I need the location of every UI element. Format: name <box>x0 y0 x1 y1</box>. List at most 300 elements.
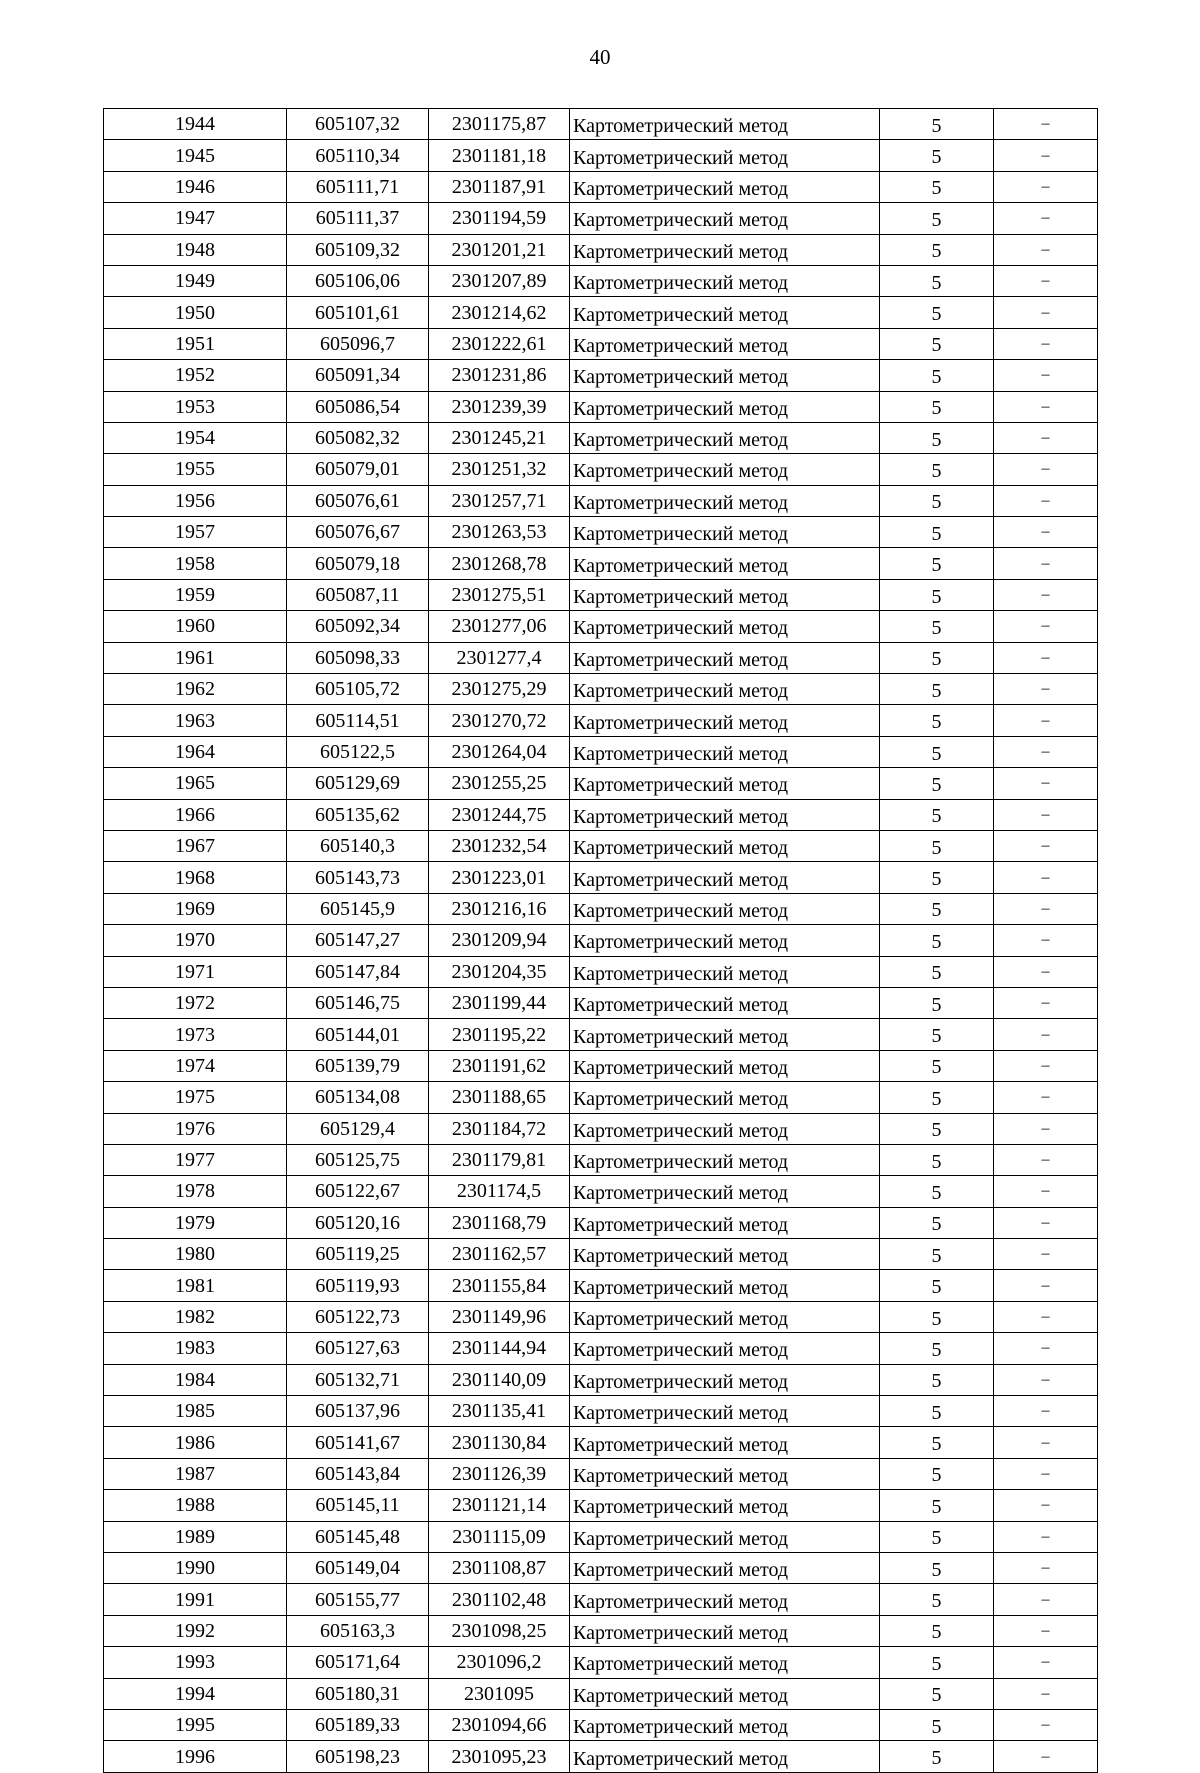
note-cell: – <box>994 1113 1098 1144</box>
point-number-cell: 1972 <box>104 987 287 1018</box>
accuracy-cell: 5 <box>880 140 994 171</box>
y-coordinate-cell: 2301277,06 <box>429 611 570 642</box>
y-coordinate-cell: 2301232,54 <box>429 830 570 861</box>
table-row <box>104 1521 1098 1552</box>
accuracy-cell: 5 <box>880 1176 994 1207</box>
x-coordinate-cell: 605079,01 <box>287 454 429 485</box>
note-cell: – <box>994 1521 1098 1552</box>
accuracy-cell: 5 <box>880 1396 994 1427</box>
y-coordinate-cell: 2301251,32 <box>429 454 570 485</box>
point-number-cell: 1946 <box>104 171 287 202</box>
table-row <box>104 1396 1098 1427</box>
point-number-cell: 1996 <box>104 1741 287 1772</box>
method-cell: Картометрический метод <box>570 1270 880 1301</box>
y-coordinate-cell: 2301264,04 <box>429 736 570 767</box>
note-cell: – <box>994 956 1098 987</box>
point-number-cell: 1969 <box>104 893 287 924</box>
method-cell: Картометрический метод <box>570 422 880 453</box>
x-coordinate-cell: 605132,71 <box>287 1364 429 1395</box>
table-row <box>104 1301 1098 1332</box>
table-row <box>104 1239 1098 1270</box>
y-coordinate-cell: 2301187,91 <box>429 171 570 202</box>
accuracy-cell: 5 <box>880 1364 994 1395</box>
point-number-cell: 1989 <box>104 1521 287 1552</box>
x-coordinate-cell: 605129,4 <box>287 1113 429 1144</box>
table-row <box>104 360 1098 391</box>
table-row <box>104 171 1098 202</box>
accuracy-cell: 5 <box>880 485 994 516</box>
note-cell: – <box>994 1019 1098 1050</box>
point-number-cell: 1988 <box>104 1490 287 1521</box>
method-cell: Картометрический метод <box>570 1050 880 1081</box>
x-coordinate-cell: 605155,77 <box>287 1584 429 1615</box>
method-cell: Картометрический метод <box>570 1678 880 1709</box>
accuracy-cell: 5 <box>880 203 994 234</box>
table-row <box>104 422 1098 453</box>
x-coordinate-cell: 605180,31 <box>287 1678 429 1709</box>
table-row <box>104 391 1098 422</box>
point-number-cell: 1970 <box>104 925 287 956</box>
method-cell: Картометрический метод <box>570 1333 880 1364</box>
point-number-cell: 1952 <box>104 360 287 391</box>
x-coordinate-cell: 605149,04 <box>287 1552 429 1583</box>
accuracy-cell: 5 <box>880 987 994 1018</box>
note-cell: – <box>994 1584 1098 1615</box>
x-coordinate-cell: 605129,69 <box>287 768 429 799</box>
y-coordinate-cell: 2301098,25 <box>429 1615 570 1646</box>
table-row <box>104 1741 1098 1772</box>
x-coordinate-cell: 605111,71 <box>287 171 429 202</box>
method-cell: Картометрический метод <box>570 1239 880 1270</box>
accuracy-cell: 5 <box>880 611 994 642</box>
table-row <box>104 893 1098 924</box>
table-row <box>104 548 1098 579</box>
accuracy-cell: 5 <box>880 799 994 830</box>
table-row <box>104 265 1098 296</box>
note-cell: – <box>994 1647 1098 1678</box>
accuracy-cell: 5 <box>880 1019 994 1050</box>
table-row <box>104 736 1098 767</box>
accuracy-cell: 5 <box>880 297 994 328</box>
note-cell: – <box>994 862 1098 893</box>
method-cell: Картометрический метод <box>570 1019 880 1050</box>
accuracy-cell: 5 <box>880 1333 994 1364</box>
accuracy-cell: 5 <box>880 1270 994 1301</box>
note-cell: – <box>994 1678 1098 1709</box>
x-coordinate-cell: 605087,11 <box>287 579 429 610</box>
note-cell: – <box>994 1709 1098 1740</box>
point-number-cell: 1991 <box>104 1584 287 1615</box>
note-cell: – <box>994 799 1098 830</box>
y-coordinate-cell: 2301209,94 <box>429 925 570 956</box>
x-coordinate-cell: 605110,34 <box>287 140 429 171</box>
y-coordinate-cell: 2301277,4 <box>429 642 570 673</box>
method-cell: Картометрический метод <box>570 454 880 485</box>
note-cell: – <box>994 485 1098 516</box>
table-row <box>104 234 1098 265</box>
note-cell: – <box>994 140 1098 171</box>
method-cell: Картометрический метод <box>570 485 880 516</box>
point-number-cell: 1957 <box>104 517 287 548</box>
accuracy-cell: 5 <box>880 1458 994 1489</box>
table-row <box>104 1552 1098 1583</box>
point-number-cell: 1945 <box>104 140 287 171</box>
point-number-cell: 1958 <box>104 548 287 579</box>
y-coordinate-cell: 2301255,25 <box>429 768 570 799</box>
y-coordinate-cell: 2301191,62 <box>429 1050 570 1081</box>
note-cell: – <box>994 1144 1098 1175</box>
point-number-cell: 1978 <box>104 1176 287 1207</box>
point-number-cell: 1971 <box>104 956 287 987</box>
note-cell: – <box>994 1050 1098 1081</box>
accuracy-cell: 5 <box>880 1427 994 1458</box>
table-row <box>104 1615 1098 1646</box>
method-cell: Картометрический метод <box>570 171 880 202</box>
table-row <box>104 140 1098 171</box>
table-row <box>104 1427 1098 1458</box>
method-cell: Картометрический метод <box>570 956 880 987</box>
table-row <box>104 1584 1098 1615</box>
note-cell: – <box>994 987 1098 1018</box>
y-coordinate-cell: 2301194,59 <box>429 203 570 234</box>
accuracy-cell: 5 <box>880 1207 994 1238</box>
accuracy-cell: 5 <box>880 893 994 924</box>
method-cell: Картометрический метод <box>570 1113 880 1144</box>
table-row <box>104 956 1098 987</box>
note-cell: – <box>994 642 1098 673</box>
point-number-cell: 1986 <box>104 1427 287 1458</box>
x-coordinate-cell: 605107,32 <box>287 109 429 140</box>
accuracy-cell: 5 <box>880 517 994 548</box>
note-cell: – <box>994 517 1098 548</box>
point-number-cell: 1944 <box>104 109 287 140</box>
x-coordinate-cell: 605111,37 <box>287 203 429 234</box>
table-row <box>104 1144 1098 1175</box>
point-number-cell: 1949 <box>104 265 287 296</box>
point-number-cell: 1980 <box>104 1239 287 1270</box>
y-coordinate-cell: 2301231,86 <box>429 360 570 391</box>
table-row <box>104 1113 1098 1144</box>
accuracy-cell: 5 <box>880 674 994 705</box>
method-cell: Картометрический метод <box>570 674 880 705</box>
accuracy-cell: 5 <box>880 830 994 861</box>
accuracy-cell: 5 <box>880 1490 994 1521</box>
accuracy-cell: 5 <box>880 328 994 359</box>
point-number-cell: 1994 <box>104 1678 287 1709</box>
point-number-cell: 1954 <box>104 422 287 453</box>
accuracy-cell: 5 <box>880 579 994 610</box>
point-number-cell: 1995 <box>104 1709 287 1740</box>
point-number-cell: 1962 <box>104 674 287 705</box>
x-coordinate-cell: 605125,75 <box>287 1144 429 1175</box>
y-coordinate-cell: 2301095,23 <box>429 1741 570 1772</box>
point-number-cell: 1979 <box>104 1207 287 1238</box>
y-coordinate-cell: 2301095 <box>429 1678 570 1709</box>
x-coordinate-cell: 605198,23 <box>287 1741 429 1772</box>
point-number-cell: 1973 <box>104 1019 287 1050</box>
method-cell: Картометрический метод <box>570 328 880 359</box>
accuracy-cell: 5 <box>880 925 994 956</box>
y-coordinate-cell: 2301126,39 <box>429 1458 570 1489</box>
method-cell: Картометрический метод <box>570 862 880 893</box>
y-coordinate-cell: 2301140,09 <box>429 1364 570 1395</box>
method-cell: Картометрический метод <box>570 799 880 830</box>
table-row <box>104 1050 1098 1081</box>
point-number-cell: 1964 <box>104 736 287 767</box>
y-coordinate-cell: 2301175,87 <box>429 109 570 140</box>
point-number-cell: 1987 <box>104 1458 287 1489</box>
point-number-cell: 1960 <box>104 611 287 642</box>
note-cell: – <box>994 1270 1098 1301</box>
accuracy-cell: 5 <box>880 1144 994 1175</box>
table-row <box>104 705 1098 736</box>
x-coordinate-cell: 605109,32 <box>287 234 429 265</box>
note-cell: – <box>994 1427 1098 1458</box>
y-coordinate-cell: 2301263,53 <box>429 517 570 548</box>
note-cell: – <box>994 1301 1098 1332</box>
method-cell: Картометрический метод <box>570 830 880 861</box>
y-coordinate-cell: 2301179,81 <box>429 1144 570 1175</box>
table-row <box>104 579 1098 610</box>
table-row <box>104 517 1098 548</box>
accuracy-cell: 5 <box>880 109 994 140</box>
method-cell: Картометрический метод <box>570 1647 880 1678</box>
x-coordinate-cell: 605134,08 <box>287 1082 429 1113</box>
x-coordinate-cell: 605105,72 <box>287 674 429 705</box>
note-cell: – <box>994 1615 1098 1646</box>
x-coordinate-cell: 605143,73 <box>287 862 429 893</box>
note-cell: – <box>994 328 1098 359</box>
y-coordinate-cell: 2301184,72 <box>429 1113 570 1144</box>
coordinates-table-body <box>104 109 1098 1773</box>
table-row <box>104 799 1098 830</box>
method-cell: Картометрический метод <box>570 893 880 924</box>
point-number-cell: 1982 <box>104 1301 287 1332</box>
accuracy-cell: 5 <box>880 1239 994 1270</box>
point-number-cell: 1990 <box>104 1552 287 1583</box>
note-cell: – <box>994 893 1098 924</box>
accuracy-cell: 5 <box>880 736 994 767</box>
x-coordinate-cell: 605096,7 <box>287 328 429 359</box>
point-number-cell: 1985 <box>104 1396 287 1427</box>
method-cell: Картометрический метод <box>570 1427 880 1458</box>
note-cell: – <box>994 1741 1098 1772</box>
table-row <box>104 1207 1098 1238</box>
x-coordinate-cell: 605127,63 <box>287 1333 429 1364</box>
note-cell: – <box>994 1552 1098 1583</box>
method-cell: Картометрический метод <box>570 548 880 579</box>
accuracy-cell: 5 <box>880 1741 994 1772</box>
note-cell: – <box>994 1207 1098 1238</box>
y-coordinate-cell: 2301270,72 <box>429 705 570 736</box>
point-number-cell: 1976 <box>104 1113 287 1144</box>
y-coordinate-cell: 2301108,87 <box>429 1552 570 1583</box>
point-number-cell: 1948 <box>104 234 287 265</box>
y-coordinate-cell: 2301275,51 <box>429 579 570 610</box>
point-number-cell: 1977 <box>104 1144 287 1175</box>
method-cell: Картометрический метод <box>570 297 880 328</box>
point-number-cell: 1981 <box>104 1270 287 1301</box>
method-cell: Картометрический метод <box>570 579 880 610</box>
method-cell: Картометрический метод <box>570 360 880 391</box>
note-cell: – <box>994 109 1098 140</box>
note-cell: – <box>994 611 1098 642</box>
note-cell: – <box>994 1176 1098 1207</box>
method-cell: Картометрический метод <box>570 705 880 736</box>
x-coordinate-cell: 605145,11 <box>287 1490 429 1521</box>
method-cell: Картометрический метод <box>570 1144 880 1175</box>
y-coordinate-cell: 2301155,84 <box>429 1270 570 1301</box>
method-cell: Картометрический метод <box>570 1552 880 1583</box>
point-number-cell: 1965 <box>104 768 287 799</box>
point-number-cell: 1968 <box>104 862 287 893</box>
table-row <box>104 485 1098 516</box>
note-cell: – <box>994 234 1098 265</box>
note-cell: – <box>994 830 1098 861</box>
x-coordinate-cell: 605135,62 <box>287 799 429 830</box>
x-coordinate-cell: 605122,67 <box>287 1176 429 1207</box>
method-cell: Картометрический метод <box>570 1396 880 1427</box>
y-coordinate-cell: 2301204,35 <box>429 956 570 987</box>
point-number-cell: 1963 <box>104 705 287 736</box>
note-cell: – <box>994 297 1098 328</box>
x-coordinate-cell: 605146,75 <box>287 987 429 1018</box>
page-number: 40 <box>589 45 611 69</box>
accuracy-cell: 5 <box>880 391 994 422</box>
accuracy-cell: 5 <box>880 956 994 987</box>
method-cell: Картометрический метод <box>570 203 880 234</box>
y-coordinate-cell: 2301216,16 <box>429 893 570 924</box>
y-coordinate-cell: 2301222,61 <box>429 328 570 359</box>
note-cell: – <box>994 391 1098 422</box>
accuracy-cell: 5 <box>880 1082 994 1113</box>
point-number-cell: 1953 <box>104 391 287 422</box>
method-cell: Картометрический метод <box>570 1521 880 1552</box>
accuracy-cell: 5 <box>880 1647 994 1678</box>
y-coordinate-cell: 2301162,57 <box>429 1239 570 1270</box>
accuracy-cell: 5 <box>880 1584 994 1615</box>
accuracy-cell: 5 <box>880 360 994 391</box>
x-coordinate-cell: 605091,34 <box>287 360 429 391</box>
y-coordinate-cell: 2301275,29 <box>429 674 570 705</box>
x-coordinate-cell: 605076,61 <box>287 485 429 516</box>
note-cell: – <box>994 265 1098 296</box>
point-number-cell: 1955 <box>104 454 287 485</box>
table-row <box>104 1082 1098 1113</box>
table-row <box>104 768 1098 799</box>
y-coordinate-cell: 2301207,89 <box>429 265 570 296</box>
note-cell: – <box>994 1458 1098 1489</box>
point-number-cell: 1959 <box>104 579 287 610</box>
x-coordinate-cell: 605145,9 <box>287 893 429 924</box>
y-coordinate-cell: 2301102,48 <box>429 1584 570 1615</box>
y-coordinate-cell: 2301257,71 <box>429 485 570 516</box>
method-cell: Картометрический метод <box>570 1584 880 1615</box>
accuracy-cell: 5 <box>880 1615 994 1646</box>
note-cell: – <box>994 674 1098 705</box>
accuracy-cell: 5 <box>880 768 994 799</box>
x-coordinate-cell: 605189,33 <box>287 1709 429 1740</box>
y-coordinate-cell: 2301174,5 <box>429 1176 570 1207</box>
method-cell: Картометрический метод <box>570 1364 880 1395</box>
table-row <box>104 611 1098 642</box>
y-coordinate-cell: 2301096,2 <box>429 1647 570 1678</box>
note-cell: – <box>994 1364 1098 1395</box>
x-coordinate-cell: 605092,34 <box>287 611 429 642</box>
y-coordinate-cell: 2301195,22 <box>429 1019 570 1050</box>
table-row <box>104 1678 1098 1709</box>
x-coordinate-cell: 605106,06 <box>287 265 429 296</box>
table-row <box>104 925 1098 956</box>
method-cell: Картометрический метод <box>570 642 880 673</box>
point-number-cell: 1961 <box>104 642 287 673</box>
accuracy-cell: 5 <box>880 642 994 673</box>
table-row <box>104 1364 1098 1395</box>
note-cell: – <box>994 705 1098 736</box>
y-coordinate-cell: 2301245,21 <box>429 422 570 453</box>
y-coordinate-cell: 2301168,79 <box>429 1207 570 1238</box>
method-cell: Картометрический метод <box>570 265 880 296</box>
x-coordinate-cell: 605140,3 <box>287 830 429 861</box>
point-number-cell: 1984 <box>104 1364 287 1395</box>
x-coordinate-cell: 605144,01 <box>287 1019 429 1050</box>
x-coordinate-cell: 605098,33 <box>287 642 429 673</box>
method-cell: Картометрический метод <box>570 1709 880 1740</box>
table-row <box>104 328 1098 359</box>
method-cell: Картометрический метод <box>570 1301 880 1332</box>
table-row <box>104 1270 1098 1301</box>
method-cell: Картометрический метод <box>570 1741 880 1772</box>
y-coordinate-cell: 2301239,39 <box>429 391 570 422</box>
y-coordinate-cell: 2301181,18 <box>429 140 570 171</box>
x-coordinate-cell: 605137,96 <box>287 1396 429 1427</box>
table-row <box>104 1176 1098 1207</box>
method-cell: Картометрический метод <box>570 517 880 548</box>
y-coordinate-cell: 2301244,75 <box>429 799 570 830</box>
method-cell: Картометрический метод <box>570 1490 880 1521</box>
point-number-cell: 1966 <box>104 799 287 830</box>
accuracy-cell: 5 <box>880 1678 994 1709</box>
accuracy-cell: 5 <box>880 862 994 893</box>
accuracy-cell: 5 <box>880 265 994 296</box>
note-cell: – <box>994 1082 1098 1113</box>
x-coordinate-cell: 605120,16 <box>287 1207 429 1238</box>
table-row <box>104 987 1098 1018</box>
table-row <box>104 203 1098 234</box>
y-coordinate-cell: 2301214,62 <box>429 297 570 328</box>
point-number-cell: 1975 <box>104 1082 287 1113</box>
x-coordinate-cell: 605171,64 <box>287 1647 429 1678</box>
method-cell: Картометрический метод <box>570 611 880 642</box>
point-number-cell: 1950 <box>104 297 287 328</box>
y-coordinate-cell: 2301188,65 <box>429 1082 570 1113</box>
point-number-cell: 1947 <box>104 203 287 234</box>
table-row <box>104 642 1098 673</box>
note-cell: – <box>994 1333 1098 1364</box>
y-coordinate-cell: 2301149,96 <box>429 1301 570 1332</box>
point-number-cell: 1967 <box>104 830 287 861</box>
table-row <box>104 862 1098 893</box>
accuracy-cell: 5 <box>880 454 994 485</box>
x-coordinate-cell: 605122,73 <box>287 1301 429 1332</box>
accuracy-cell: 5 <box>880 234 994 265</box>
x-coordinate-cell: 605141,67 <box>287 1427 429 1458</box>
point-number-cell: 1983 <box>104 1333 287 1364</box>
note-cell: – <box>994 1396 1098 1427</box>
x-coordinate-cell: 605082,32 <box>287 422 429 453</box>
method-cell: Картометрический метод <box>570 109 880 140</box>
x-coordinate-cell: 605139,79 <box>287 1050 429 1081</box>
